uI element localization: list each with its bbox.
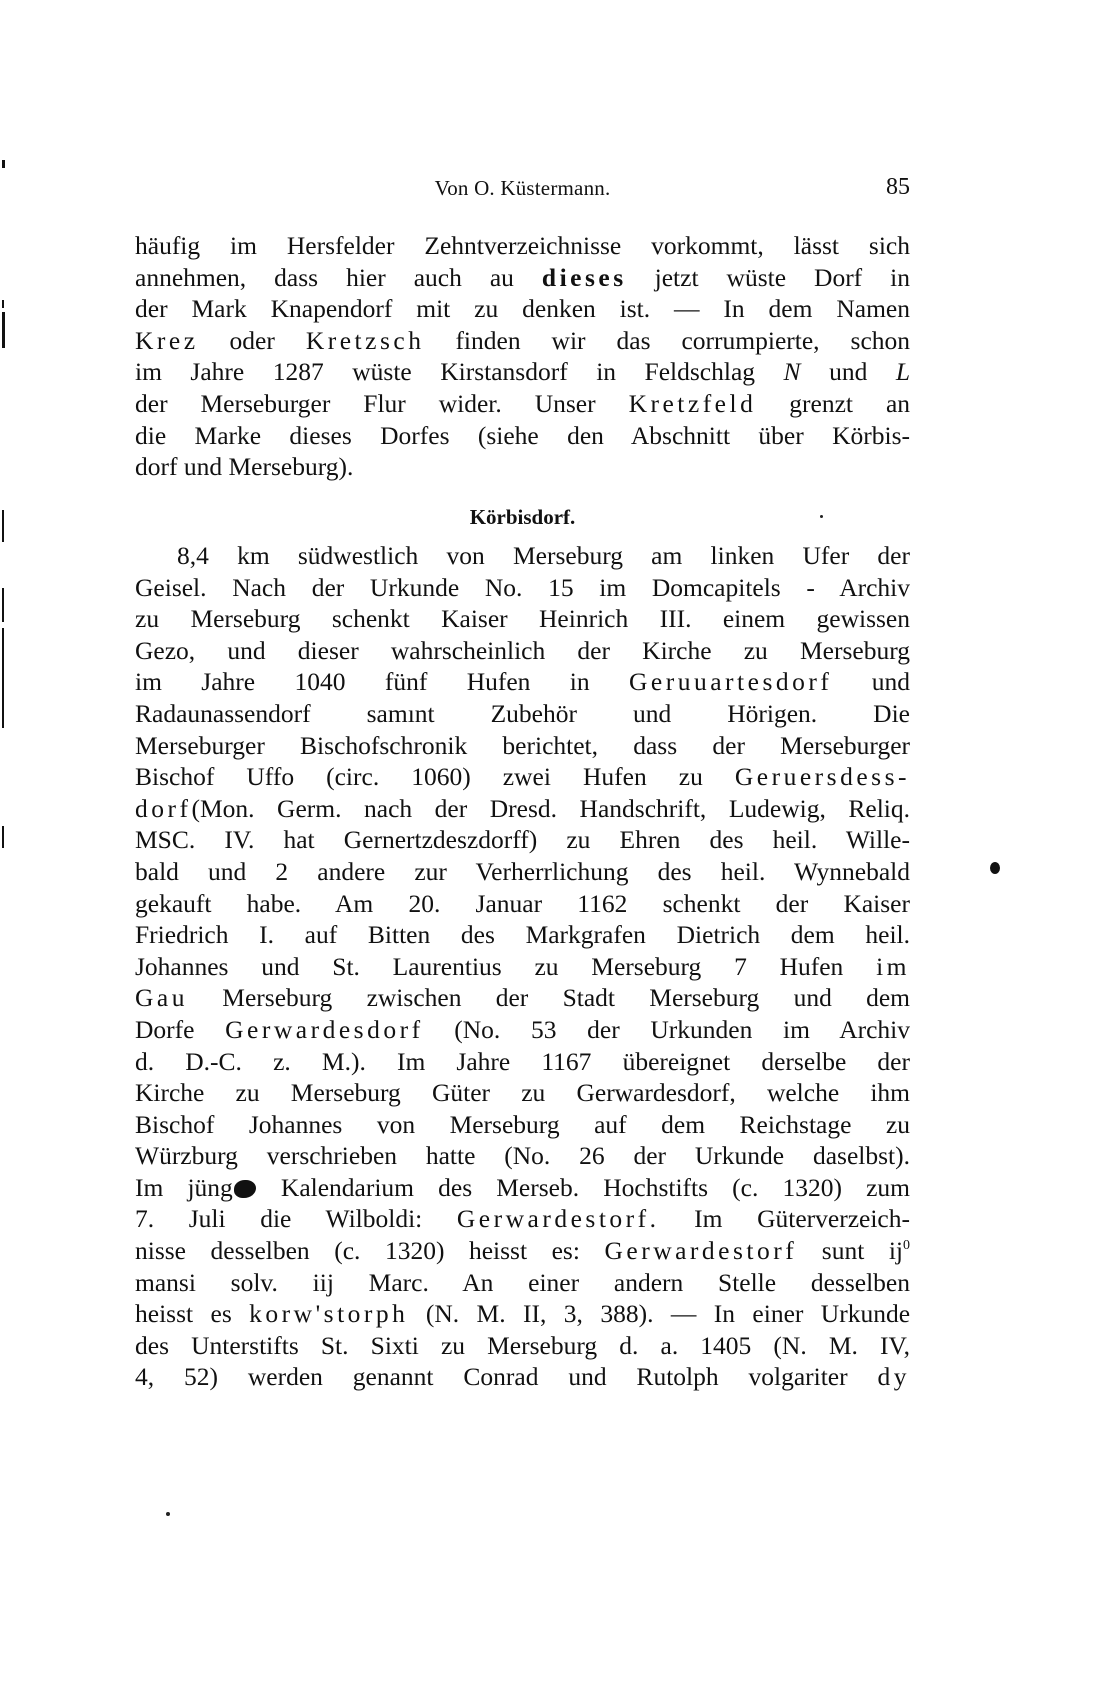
text-line: der Merseburger Flur wider. Unser Kretzfeld grenzt an [135,388,911,418]
text-line: MSC. IV. hat Gernertzdeszdorff) zu Ehren des heil. Wille- [135,825,910,855]
text-line: Merseburger Bischofschronik berichtet, dass der Merseburger [135,730,910,760]
text-line: annehmen, dass hier auch au dieses jetzt wüste Dorf in [135,262,911,292]
section-heading: Körbisdorf. [469,505,576,529]
running-title: Von O. Küstermann. [434,176,611,200]
margin-mark [2,510,4,542]
text-line: Bischof Johannes von Merseburg auf dem Reichstage zu [135,1109,910,1139]
margin-mark [2,588,4,622]
section-body [135,540,910,1393]
text-line: Friedrich I. auf Bitten des Markgrafen Dietrich dem heil. [135,920,910,950]
text-line: 4, 52) werden genannt Conrad und Rutolph volgariter dy [135,1362,910,1392]
text-line: Bischof Uffo (circ. 1060) zwei Hufen zu Geruersdess- [135,762,911,792]
text-line: Im jüng Kalendarium des Merseb. Hochstifts (c. 1320) zum [135,1172,910,1202]
text-line: häufig im Hersfelder Zehntverzeichnisse vorkommt, lässt sich [135,231,910,260]
text-line: Würzburg verschrieben hatte (No. 26 der Urkunde daselbst). [135,1141,910,1171]
text-line: der Mark Knapendorf mit zu denken ist. — In dem Namen [135,294,910,324]
text-line: im Jahre 1287 wüste Kirstansdorf in Feldschlag N und L [135,357,911,387]
text-line: Kirche zu Merseburg Güter zu Gerwardesdorf, welche ihm [135,1078,910,1108]
text-line: Johannes und St. Laurentius zu Merseburg 7 Hufen im [135,951,910,981]
text-line: dorf(Mon. Germ. nach der Dresd. Handschrift, Ludewig, Reliq. [135,793,910,823]
text-line: Dorfe Gerwardesdorf (No. 53 der Urkunden im Archiv [135,1014,910,1044]
margin-mark [2,312,5,348]
text-line: gekauft habe. Am 20. Januar 1162 schenkt der Kaiser [135,888,910,918]
text-line: 7. Juli die Wilboldi: Gerwardestorf. Im Güterverzeich- [135,1204,910,1234]
text-line: im Jahre 1040 fünf Hufen in Geruuartesdorf und [135,667,910,697]
text-line: Gau Merseburg zwischen der Stadt Merseburg und dem [135,983,911,1013]
paragraph-continuation [135,230,910,483]
margin-mark [2,628,4,728]
text-line: 8,4 km südwestlich von Merseburg am linken Ufer der [177,541,910,570]
text-line: die Marke dieses Dorfes (siehe den Abschnitt über Körbis- [135,420,910,450]
text-line: dorf und Merseburg). [135,452,354,482]
text-line: des Unterstifts St. Sixti zu Merseburg d. a. 1405 (N. M. IV, [135,1330,910,1360]
text-line: d. D.-C. z. M.). Im Jahre 1167 übereignet derselbe der [135,1046,910,1076]
text-line: Radaunassendorf samınt Zubehör und Hörigen. Die [135,698,910,728]
margin-mark [2,300,4,308]
ink-blot [234,1180,256,1198]
text-line: Gezo, und dieser wahrscheinlich der Kirche zu Merseburg [135,635,910,665]
text-line: mansi solv. iij Marc. An einer andern Stelle desselben [135,1267,910,1297]
text-line: bald und 2 andere zur Verherrlichung des heil. Wynnebald [135,856,910,886]
text-line: heisst es korw'storph (N. M. II, 3, 388). — In einer Urkunde [135,1299,911,1329]
page-number: 85 [886,174,910,200]
margin-mark [2,160,5,168]
text-line: Krez oder Kretzsch finden wir das corrumpierte, schon [135,325,911,355]
text-line: zu Merseburg schenkt Kaiser Heinrich III. einem gewissen [135,604,910,634]
ink-speck [166,1512,170,1516]
text-line: Geisel. Nach der Urkunde No. 15 im Domcapitels - Archiv [135,572,910,602]
text-line: nisse desselben (c. 1320) heisst es: Gerwardestorf sunt $ij^0$ [135,1236,910,1266]
ink-spot [990,862,1000,874]
page-header [135,176,910,206]
margin-mark [2,826,4,848]
